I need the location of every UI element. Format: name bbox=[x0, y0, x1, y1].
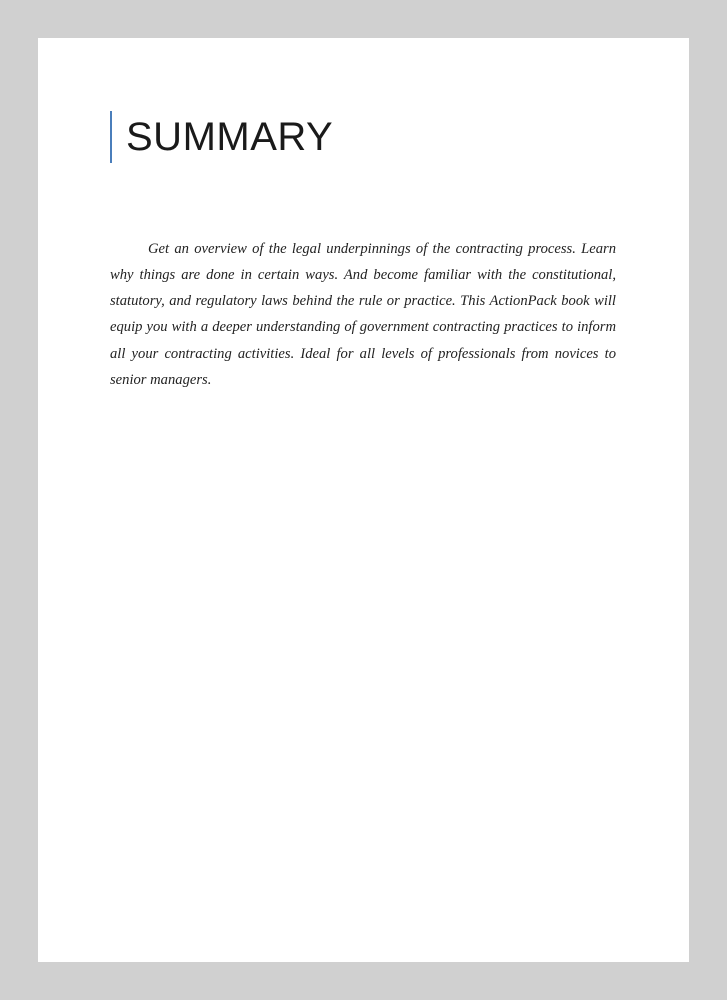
title-accent-bar bbox=[110, 111, 112, 163]
summary-paragraph: Get an overview of the legal underpinnings of the contracting process. Learn why things are done in certain ways. And become familiar with the constitutional, statutory, and regulatory laws behind the rule or practice. This ActionPack book will equip you with a deeper understanding of government contracting practices to inform all your contracting activities. Ideal for all levels of professionals from novices to senior managers. bbox=[110, 240, 616, 388]
page-title-text: SUMMARY bbox=[126, 114, 334, 159]
page-title bbox=[110, 90, 653, 184]
document-body bbox=[110, 80, 653, 408]
document-page bbox=[38, 38, 689, 962]
